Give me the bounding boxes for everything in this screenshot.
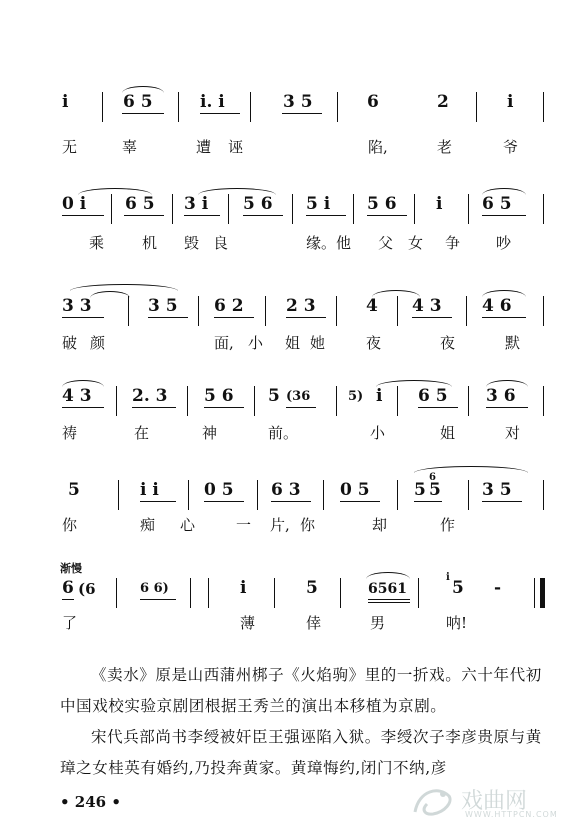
lyric-char: 遭	[196, 138, 212, 156]
lyric-char: 在	[134, 424, 150, 442]
lyric-char: 他	[336, 234, 352, 252]
beam-underline	[340, 501, 380, 502]
beam-underline	[306, 215, 346, 216]
barline	[543, 92, 544, 122]
lyric-char: 倖	[306, 614, 322, 632]
barline	[250, 92, 251, 122]
barline	[543, 386, 544, 416]
barline	[337, 92, 338, 122]
lyric-char: 她	[310, 334, 326, 352]
barline	[274, 578, 275, 608]
page-number: • 246 •	[60, 793, 121, 811]
tie-mark	[70, 284, 178, 291]
beam-underline	[140, 501, 176, 502]
lyric-char: 夜	[440, 334, 456, 352]
note: 3 6	[486, 386, 516, 406]
beam-underline	[367, 215, 407, 216]
beam-underline	[204, 407, 244, 408]
note: 0 5	[204, 480, 234, 500]
lyric-char: 小	[248, 334, 264, 352]
note: i	[62, 92, 69, 112]
watermark	[401, 780, 571, 826]
beam-underline	[214, 317, 254, 318]
lyric-char: 你	[300, 516, 316, 534]
final-barline	[540, 578, 545, 608]
note: 5	[414, 480, 426, 500]
barline	[208, 578, 209, 608]
lyric-char: 小	[370, 424, 386, 442]
beam-underline	[482, 501, 522, 502]
beam-underline	[414, 501, 442, 502]
lyric-char: 姐	[285, 334, 301, 352]
lyric-char: 乘	[89, 234, 105, 252]
note: 3 3	[62, 296, 92, 316]
beam-underline	[286, 317, 326, 318]
barline	[468, 386, 469, 416]
beam-underline	[368, 602, 410, 603]
note: 5	[452, 578, 464, 598]
beam-underline	[282, 113, 322, 114]
tie-mark	[62, 380, 104, 387]
tie-mark	[78, 188, 152, 195]
lyric-char: 夜	[366, 334, 382, 352]
tie-mark	[122, 86, 164, 93]
barline	[397, 386, 398, 416]
note: 2	[437, 92, 449, 112]
note: 6	[367, 92, 379, 112]
barline	[116, 386, 117, 416]
lyric-char: 神	[202, 424, 218, 442]
barline	[172, 194, 173, 224]
barline	[102, 92, 103, 122]
note: 6 3	[271, 480, 301, 500]
beam-underline	[140, 599, 176, 600]
lyric-char: 破	[62, 334, 78, 352]
beam-underline	[132, 407, 176, 408]
note: 6 2	[214, 296, 244, 316]
note: i	[436, 194, 443, 214]
barline	[534, 578, 535, 608]
note: 5 6	[367, 194, 397, 214]
tempo-marking: 渐慢	[60, 562, 82, 575]
beam-underline	[418, 407, 458, 408]
lyric-char: 姐	[440, 424, 456, 442]
lyric-char: 陷,	[368, 138, 388, 156]
tie-mark	[482, 188, 526, 195]
lyric-char: 吵	[496, 234, 512, 252]
lyric-char: 了	[62, 614, 78, 632]
beam-underline	[286, 407, 316, 408]
note: 5 6	[204, 386, 234, 406]
note: 5 i	[306, 194, 331, 214]
lyric-char: 薄	[240, 614, 256, 632]
note: 5 6	[243, 194, 273, 214]
note: 5	[268, 386, 280, 406]
watermark-text: 戏曲网	[461, 789, 528, 814]
lyric-char: 诬	[228, 138, 244, 156]
barline	[178, 92, 179, 122]
barline	[476, 92, 477, 122]
note: 5	[429, 480, 441, 500]
barline	[323, 480, 324, 510]
lyric-char: 老	[437, 138, 453, 156]
note: 3 5	[482, 480, 512, 500]
barline	[187, 386, 188, 416]
barline	[466, 296, 467, 326]
notation-line	[0, 386, 585, 426]
tie-mark	[198, 188, 276, 195]
barline	[188, 480, 189, 510]
beam-underline	[62, 317, 104, 318]
paragraph-2: 宋代兵部尚书李绶被奸臣王强诬陷入狱。李绶次子李彦贵原与黄璋之女桂英有婚约,乃投奔黄家。黄璋悔约,闭门不纳,彦	[60, 728, 542, 777]
note: 5)	[348, 389, 364, 404]
tie-mark	[482, 290, 526, 297]
barline	[353, 194, 354, 224]
lyric-line	[0, 232, 585, 272]
lyric-line	[0, 422, 585, 462]
lyric-char: 前。	[268, 424, 299, 442]
note: 0 i	[62, 194, 87, 214]
beam-underline	[62, 599, 74, 600]
notation-line	[0, 296, 585, 336]
barline	[397, 480, 398, 510]
beam-underline	[124, 215, 164, 216]
beam-underline	[482, 317, 526, 318]
lyric-char: 一	[236, 516, 252, 534]
barline	[468, 194, 469, 224]
lyric-char: 无	[62, 138, 78, 156]
barline	[128, 296, 129, 326]
lyric-char: 父	[378, 234, 394, 252]
lyric-char: 却	[372, 516, 388, 534]
note: -	[494, 578, 502, 598]
note: 0 5	[340, 480, 370, 500]
lyric-char: 默	[505, 334, 521, 352]
barline	[265, 296, 266, 326]
barline	[543, 480, 544, 510]
note: 2. 3	[132, 386, 168, 406]
tie-mark	[414, 466, 528, 473]
barline	[414, 194, 415, 224]
note: 3 5	[283, 92, 313, 112]
barline	[292, 194, 293, 224]
tie-mark	[486, 380, 528, 387]
note: i	[507, 92, 514, 112]
lyric-char: 面,	[214, 334, 234, 352]
lyric-line	[0, 332, 585, 372]
note: 6	[429, 472, 436, 483]
note: 6 5	[482, 194, 512, 214]
tie-mark	[372, 290, 420, 297]
beam-underline	[486, 407, 528, 408]
note: i i	[140, 480, 159, 500]
lyric-char: 呐!	[446, 614, 468, 632]
intro-paragraph	[60, 660, 550, 784]
barline	[254, 386, 255, 416]
lyric-char: 良	[213, 234, 229, 252]
watermark-logo-icon	[409, 782, 455, 822]
note: 6 5	[418, 386, 448, 406]
note: i. i	[200, 92, 225, 112]
lyric-char: 辜	[122, 138, 138, 156]
barline	[397, 296, 398, 326]
note: 4 3	[412, 296, 442, 316]
note: 3 5	[148, 296, 178, 316]
note: 6	[62, 578, 74, 598]
watermark-url: WWW.HTTPCN.COM	[465, 810, 558, 819]
beam-underline	[482, 215, 526, 216]
note: 6561	[368, 581, 407, 597]
note: 4 6	[482, 296, 512, 316]
note: i	[446, 572, 450, 583]
lyric-char: 爷	[503, 138, 519, 156]
lyric-char: 机	[142, 234, 158, 252]
note: 5	[68, 480, 80, 500]
tie-mark	[376, 380, 452, 387]
barline	[190, 578, 191, 608]
barline	[336, 296, 337, 326]
note: 5	[306, 578, 318, 598]
note: (36	[286, 389, 311, 404]
lyric-char: 你	[62, 516, 78, 534]
notation-line	[0, 194, 585, 234]
barline	[198, 296, 199, 326]
beam-underline	[200, 113, 240, 114]
lyric-char: 毁	[184, 234, 200, 252]
tie-mark	[90, 291, 130, 298]
lyric-char: 祷	[62, 424, 78, 442]
beam-underline	[62, 215, 104, 216]
lyric-char: 缘。	[306, 234, 337, 252]
note: 6 5	[125, 194, 155, 214]
barline	[468, 480, 469, 510]
beam-underline	[62, 407, 104, 408]
barline	[418, 578, 419, 608]
paragraph-1: 《卖水》原是山西蒲州梆子《火焰驹》里的一折戏。六十年代初中国戏校实验京剧团根据王秀兰的演出本移植为京剧。	[60, 666, 542, 715]
tie-mark	[366, 572, 410, 579]
note: 4 3	[62, 386, 92, 406]
barline	[228, 194, 229, 224]
note: 4	[366, 296, 378, 316]
note: 6 5	[123, 92, 153, 112]
barline	[111, 194, 112, 224]
lyric-char: 痴	[140, 516, 156, 534]
barline	[118, 480, 119, 510]
barline	[340, 578, 341, 608]
beam-underline	[412, 317, 452, 318]
beam-underline	[243, 215, 283, 216]
beam-underline	[368, 599, 410, 600]
note: i	[376, 386, 383, 406]
barline	[116, 578, 117, 608]
note: (6	[78, 580, 96, 598]
barline	[543, 194, 544, 224]
lyric-char: 片,	[270, 516, 290, 534]
barline	[336, 386, 337, 416]
barline	[543, 296, 544, 326]
lyric-char: 心	[180, 516, 196, 534]
note: 3 i	[184, 194, 209, 214]
lyric-char: 颜	[90, 334, 106, 352]
note: 6 6)	[140, 581, 169, 596]
lyric-line	[0, 612, 585, 652]
note: i	[240, 578, 247, 598]
beam-underline	[122, 113, 164, 114]
lyric-char: 男	[370, 614, 386, 632]
lyric-char: 争	[445, 234, 461, 252]
barline	[257, 480, 258, 510]
lyric-line	[0, 136, 585, 176]
note: 2 3	[286, 296, 316, 316]
lyric-char: 女	[408, 234, 424, 252]
lyric-char: 作	[440, 516, 456, 534]
notation-line	[0, 92, 585, 132]
lyric-char: 对	[505, 424, 521, 442]
beam-underline	[204, 501, 244, 502]
lyric-line	[0, 514, 585, 554]
beam-underline	[271, 501, 311, 502]
beam-underline	[148, 317, 188, 318]
beam-underline	[184, 215, 220, 216]
